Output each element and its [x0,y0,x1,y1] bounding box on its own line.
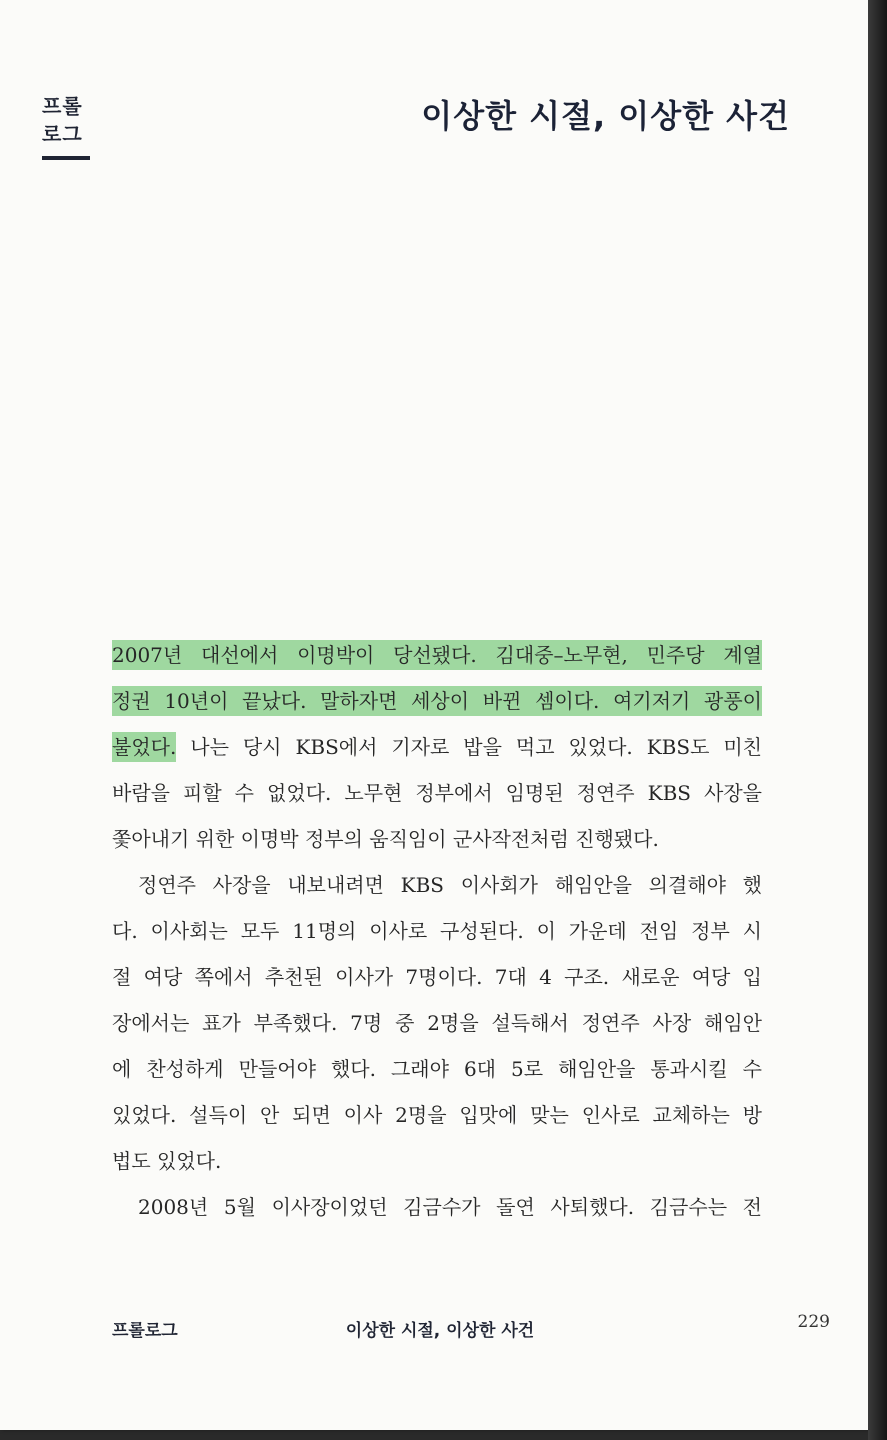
footer-section: 프롤로그 [112,1321,178,1341]
chapter-title: 이상한 시절, 이상한 사건 [421,97,790,135]
body-line-10: 에 찬성하게 만들어야 했다. 그래야 6대 5로 해임안을 통과시킬 수 [112,1057,762,1081]
highlighted-text: 정권 10년이 끝났다. 말하자면 세상이 바뀐 셈이다. 여기저기 광풍이 [112,686,762,716]
body-line-6: 정연주 사장을 내보내려면 KBS 이사회가 해임안을 의결해야 했 [138,873,762,897]
section-label-line-1: 프롤 [42,94,83,118]
body-line-13: 2008년 5월 이사장이었던 김금수가 돌연 사퇴했다. 김금수는 전 [138,1195,762,1219]
body-text-segment: 나는 당시 KBS에서 기자로 밥을 먹고 있었다. KBS도 미친 [176,735,762,759]
body-line-4: 바람을 피할 수 없었다. 노무현 정부에서 임명된 정연주 KBS 사장을 [112,781,762,805]
body-line-1 [112,632,762,678]
body-line-11: 있었다. 설득이 안 되면 이사 2명을 입맛에 맞는 인사로 교체하는 방 [112,1103,762,1127]
body-line-2 [112,678,762,724]
footer-chapter: 이상한 시절, 이상한 사건 [345,1321,535,1341]
body-line-5: 쫓아내기 위한 이명박 정부의 움직임이 군사작전처럼 진행됐다. [112,827,659,851]
highlighted-text: 2007년 대선에서 이명박이 당선됐다. 김대중–노무현, 민주당 계열 [112,640,762,670]
body-line-7: 다. 이사회는 모두 11명의 이사로 구성된다. 이 가운데 전임 정부 시 [112,919,762,943]
body-line-3 [112,724,762,770]
page-number: 229 [797,1312,830,1332]
body-line-9: 장에서는 표가 부족했다. 7명 중 2명을 설득해서 정연주 사장 해임안 [112,1011,762,1035]
body-text [112,632,762,1230]
section-label [42,92,90,148]
section-label-line-2: 로그 [42,122,83,146]
section-rule [42,156,90,160]
page-edge [868,0,887,1440]
highlighted-text: 불었다. [112,732,176,762]
body-line-8: 절 여당 쪽에서 추천된 이사가 7명이다. 7대 4 구조. 새로운 여당 입 [112,965,762,989]
body-line-12: 법도 있었다. [112,1149,222,1173]
